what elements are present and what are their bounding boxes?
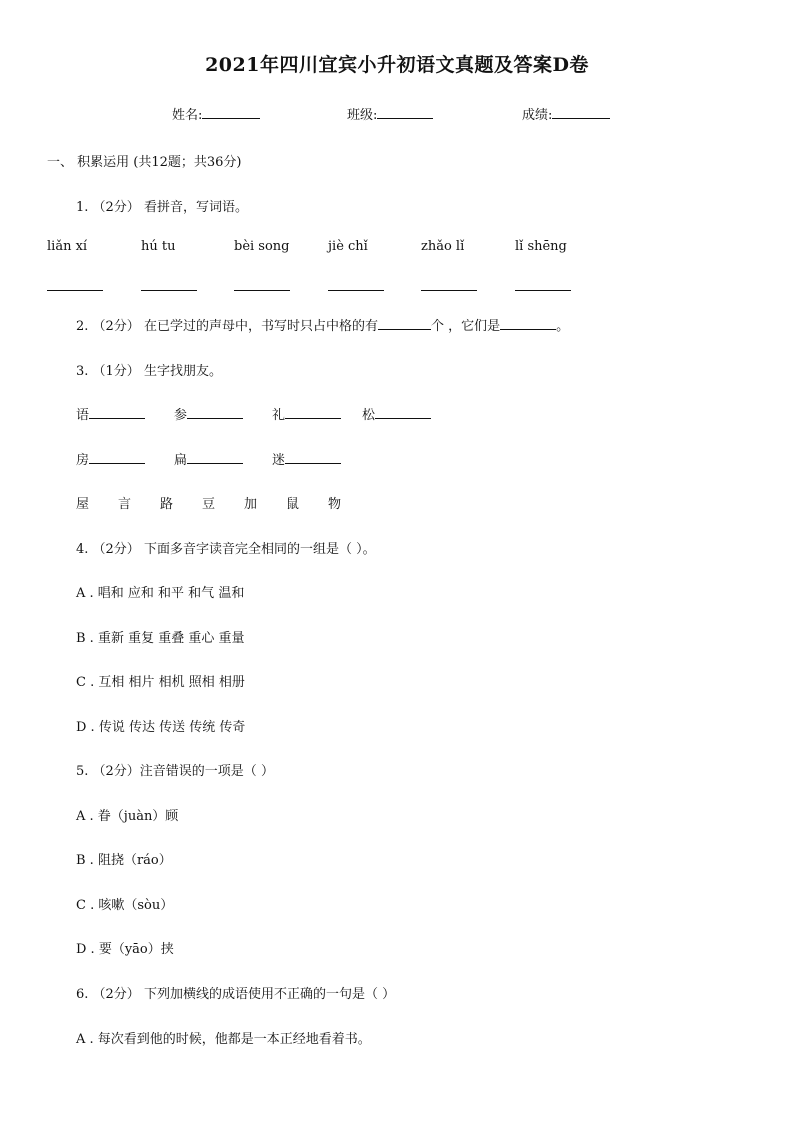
q3-pair-1 [76, 404, 145, 423]
q2-middle: 个 ，它们是 [430, 319, 501, 334]
q4-option-a[interactable]: A . 唱和 应和 和平 和气 温和 [76, 586, 245, 601]
score-blank[interactable] [552, 105, 610, 119]
q5-option-b[interactable]: B . 阻挠（ráo） [76, 853, 172, 868]
bank-char: 物 [328, 497, 342, 512]
q3-char-bank [76, 493, 376, 511]
q3-pair-3 [272, 404, 341, 423]
q3-char: 松 [362, 408, 376, 423]
answer-line-6[interactable] [515, 290, 571, 291]
bank-char: 言 [118, 497, 132, 512]
bank-char: 鼠 [286, 497, 300, 512]
q3-pair-6 [174, 449, 243, 468]
answer-line-2[interactable] [141, 290, 197, 291]
pinyin-1: liǎn xí [47, 239, 88, 254]
q2-suffix: 。 [556, 319, 570, 334]
q5-stem: 5. （2分）注音错误的一项是（ ） [76, 764, 274, 779]
bank-char: 豆 [202, 497, 216, 512]
answer-line-4[interactable] [328, 290, 384, 291]
q3-char: 礼 [272, 408, 286, 423]
pinyin-4: jiè chǐ [328, 239, 368, 254]
q3-blank[interactable] [187, 450, 243, 464]
pinyin-6: lǐ shēng [515, 239, 567, 254]
q2-stem [76, 315, 569, 334]
class-field [347, 104, 433, 123]
q3-pair-2 [174, 404, 243, 423]
q3-char: 扁 [174, 453, 188, 468]
score-field [522, 104, 610, 123]
class-label: 班级: [347, 108, 378, 123]
q3-blank[interactable] [89, 450, 145, 464]
answer-line-1[interactable] [47, 290, 103, 291]
name-blank[interactable] [202, 105, 260, 119]
q5-option-a[interactable]: A . 眷（juàn）顾 [76, 809, 179, 824]
q5-option-c[interactable]: C . 咳嗽（sòu） [76, 898, 174, 913]
q3-stem: 3. （1分） 生字找朋友。 [76, 364, 222, 379]
q3-blank[interactable] [89, 405, 145, 419]
name-label: 姓名: [172, 108, 203, 123]
q3-pair-7 [272, 449, 341, 468]
page-title: 2021年四川宜宾小升初语文真题及答案D卷 [205, 54, 589, 76]
pinyin-5: zhǎo lǐ [421, 239, 465, 254]
q2-blank-letters[interactable] [500, 316, 556, 330]
q3-blank[interactable] [285, 405, 341, 419]
q4-option-b[interactable]: B . 重新 重复 重叠 重心 重量 [76, 631, 245, 646]
pinyin-3: bèi song [234, 239, 290, 254]
answer-line-5[interactable] [421, 290, 477, 291]
q5-option-d[interactable]: D . 要（yāo）挟 [76, 942, 174, 957]
score-label: 成绩: [522, 108, 553, 123]
q6-stem: 6. （2分） 下列加横线的成语使用不正确的一句是（ ） [76, 987, 396, 1002]
section-heading: 一、 积累运用 (共12题；共36分) [47, 155, 242, 170]
q4-option-c[interactable]: C . 互相 相片 相机 照相 相册 [76, 675, 245, 690]
q3-char: 语 [76, 408, 90, 423]
q3-char: 房 [76, 453, 90, 468]
name-field [172, 104, 260, 123]
q3-pair-4 [362, 404, 431, 423]
q1-stem: 1. （2分） 看拼音，写词语。 [76, 200, 248, 215]
q3-blank[interactable] [285, 450, 341, 464]
q3-char: 参 [174, 408, 188, 423]
answer-line-3[interactable] [234, 290, 290, 291]
q4-option-d[interactable]: D . 传说 传达 传送 传统 传奇 [76, 720, 246, 735]
bank-char: 屋 [76, 497, 90, 512]
bank-char: 加 [244, 497, 258, 512]
q2-blank-count[interactable] [378, 316, 431, 330]
q3-blank[interactable] [375, 405, 431, 419]
q2-prefix: 2. （2分） 在已学过的声母中，书写时只占中格的有 [76, 319, 378, 334]
q3-blank[interactable] [187, 405, 243, 419]
q3-char: 迷 [272, 453, 286, 468]
q3-pair-5 [76, 449, 145, 468]
class-blank[interactable] [377, 105, 433, 119]
q4-stem: 4. （2分） 下面多音字读音完全相同的一组是（ ）。 [76, 542, 376, 557]
bank-char: 路 [160, 497, 174, 512]
q6-option-a[interactable]: A . 每次看到他的时候，他都是一本正经地看着书。 [76, 1032, 371, 1047]
pinyin-2: hú tu [141, 239, 176, 254]
